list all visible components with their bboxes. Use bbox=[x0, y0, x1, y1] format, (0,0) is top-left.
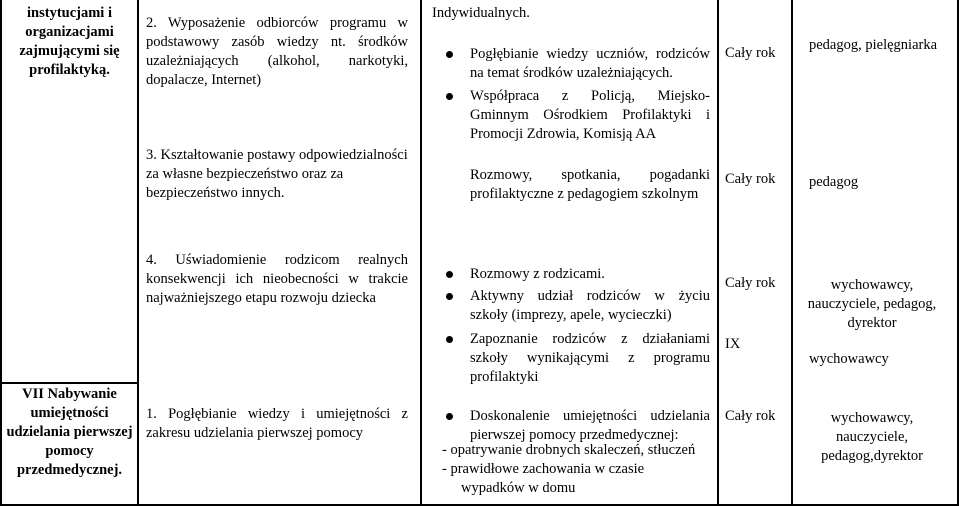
term-text: Cały rok bbox=[725, 171, 776, 187]
bullet-icon bbox=[446, 413, 453, 420]
list-item-text: Doskonalenie umiejętności udzielania pierwszej pomocy przedmedycznej: bbox=[470, 408, 710, 443]
responsible-text: wychowawcy bbox=[809, 351, 889, 367]
grid-line bbox=[717, 0, 719, 506]
goal-item-1: 1. Pogłębianie wiedzy i umiejętności z zakresu udzielania pierwszej pomocy bbox=[146, 406, 408, 441]
bullet-icon bbox=[446, 336, 453, 343]
term-text: Cały rok bbox=[725, 45, 776, 61]
section-label-top: instytucjami i organizacjami zajmującymi się profilaktyką. bbox=[19, 5, 120, 78]
list-item bbox=[446, 45, 710, 83]
goal-item-3: 3. Kształtowanie postawy odpowiedzialności za własne bezpieczeństwo oraz za bezpieczeństwo innych. bbox=[146, 147, 408, 201]
form-text: Rozmowy, spotkania, pogadanki profilaktyczne z pedagogiem szkolnym bbox=[470, 167, 710, 202]
responsible-text: wychowawcy, nauczyciele, pedagog, dyrektor bbox=[807, 277, 937, 331]
term-text: Cały rok bbox=[725, 408, 776, 424]
list-subitem: - opatrywanie drobnych skaleczeń, stłuczeń bbox=[442, 442, 696, 458]
grid-line bbox=[791, 0, 793, 506]
term-text: IX bbox=[725, 336, 741, 352]
bullet-icon bbox=[446, 293, 453, 300]
goal-item-2: 2. Wyposażenie odbiorców programu w podstawowy zasób wiedzy nt. środków uzależniających (alkohol, narkotyki, dopalacze, Internet) bbox=[146, 15, 408, 88]
list-item bbox=[446, 407, 710, 445]
form-text: Indywidualnych. bbox=[432, 5, 530, 21]
grid-line bbox=[0, 0, 2, 506]
bullet-icon bbox=[446, 271, 453, 278]
list-item bbox=[446, 265, 710, 284]
bullet-icon bbox=[446, 51, 453, 58]
list-item bbox=[446, 87, 710, 144]
list-item-text: Zapoznanie rodziców z działaniami szkoły wynikającymi z programu profilaktyki bbox=[470, 331, 710, 385]
goal-item-4: 4. Uświadomienie rodzicom realnych konsekwencji ich nieobecności w trakcie najważniejszego etapu rozwoju dziecka bbox=[146, 252, 408, 306]
section-label-vii: VII Nabywanie umiejętności udzielania pierwszej pomocy przedmedycznej. bbox=[6, 386, 133, 478]
responsible-text: wychowawcy, nauczyciele, pedagog,dyrektor bbox=[821, 410, 923, 464]
list-item-text: Aktywny udział rodziców w życiu szkoły (imprezy, apele, wycieczki) bbox=[470, 288, 710, 323]
responsible-text: pedagog, pielęgniarka bbox=[809, 37, 938, 53]
grid-line bbox=[137, 0, 139, 506]
list-item bbox=[446, 330, 710, 387]
list-subitem: wypadków w domu bbox=[461, 480, 576, 496]
grid-line bbox=[420, 0, 422, 506]
term-text: Cały rok bbox=[725, 275, 776, 291]
list-item-text: Pogłębianie wiedzy uczniów, rodziców na temat środków uzależniających. bbox=[470, 46, 710, 81]
list-item-text: Współpraca z Policją, Miejsko-Gminnym Ośrodkiem Profilaktyki i Promocji Zdrowia, Komisją AA bbox=[470, 88, 710, 142]
responsible-text: pedagog bbox=[809, 174, 859, 190]
list-item bbox=[446, 287, 710, 325]
list-item-text: Rozmowy z rodzicami. bbox=[470, 266, 605, 282]
bullet-icon bbox=[446, 93, 453, 100]
grid-line bbox=[0, 382, 139, 384]
list-subitem: - prawidłowe zachowania w czasie bbox=[442, 461, 645, 477]
